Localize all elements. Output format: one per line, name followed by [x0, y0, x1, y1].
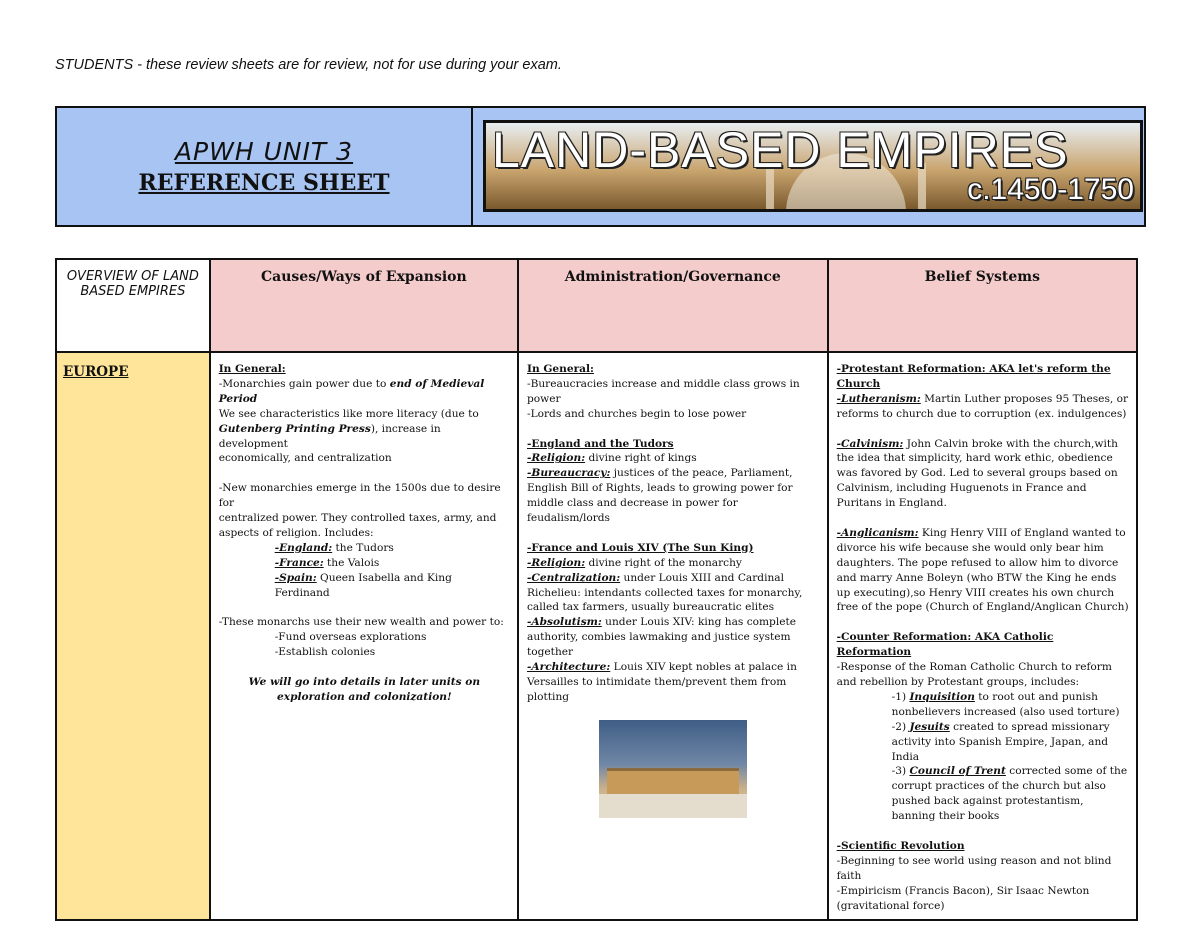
header-title-block	[57, 108, 473, 225]
belief-list-item	[837, 764, 1129, 824]
admin-line	[527, 615, 820, 660]
causes-cell	[210, 352, 518, 920]
belief-line	[837, 526, 1129, 615]
admin-line	[527, 466, 820, 526]
causes-line: -New monarchies emerge in the 1500s due to desire for	[218, 482, 501, 510]
admin-general-heading: In General:	[527, 363, 594, 375]
emphasis: -Absolutism:	[527, 616, 602, 629]
text-run: divine right of the monarchy	[585, 556, 742, 569]
causes-list-item	[219, 571, 510, 601]
emphasis: Gutenberg Printing Press	[218, 422, 371, 435]
emphasis: -Bureaucracy:	[527, 467, 611, 480]
versailles-palace-photo	[599, 720, 747, 818]
emphasis: -Religion:	[527, 452, 586, 465]
belief-line: -Beginning to see world using reason and not blind faith	[836, 854, 1112, 882]
text-run: corrected some of the corrupt practices of the church but also pushed back against protestantism, banning their books	[891, 765, 1128, 823]
admin-line: -Lords and churches begin to lose power	[527, 407, 747, 420]
row-label-europe: EUROPE	[56, 352, 210, 920]
emphasis: Inquisition	[909, 690, 975, 703]
text-run: Queen Isabella and King Ferdinand	[274, 571, 452, 599]
reference-sheet-title: REFERENCE SHEET	[138, 170, 390, 196]
text-run: -3)	[891, 765, 910, 778]
text-run: the Tudors	[332, 541, 394, 554]
causes-line: economically, and centralization	[218, 452, 392, 465]
text-run: divine right of kings	[585, 452, 697, 465]
overview-label: OVERVIEW OF LAND BASED EMPIRES	[56, 259, 210, 352]
protestant-reformation-heading: -Protestant Reformation: AKA let's reform the Church	[836, 363, 1111, 390]
student-notice: STUDENTS - these review sheets are for review, not for use during your exam.	[55, 57, 562, 73]
emphasis: end of Medieval Period	[218, 377, 485, 405]
emphasis: -Anglicanism:	[836, 526, 919, 539]
emphasis: -Spain:	[274, 571, 317, 584]
text-run: Louis XIV kept nobles at palace in Versailles to intimidate them/prevent them from plotting	[527, 661, 797, 703]
causes-general-heading: In General:	[218, 363, 286, 375]
causes-line	[219, 422, 510, 452]
emphasis: -Architecture:	[527, 661, 611, 674]
admin-line	[527, 556, 820, 571]
admin-england-heading: -England and the Tudors	[527, 437, 674, 450]
administration-cell	[518, 352, 828, 920]
text-run: to root out and punish nonbelievers increased (also used torture)	[891, 690, 1120, 718]
text-run: the Valois	[323, 556, 380, 569]
text-run: Martin Luther proposes 95 Theses, or reforms to church due to corruption (ex. indulgences)	[836, 392, 1129, 420]
scientific-revolution-heading: -Scientific Revolution	[836, 839, 965, 852]
overview-table	[55, 258, 1138, 921]
causes-line	[219, 377, 510, 407]
belief-list-item	[837, 690, 1129, 720]
emphasis: -Calvinism:	[836, 437, 904, 450]
text-run: -1)	[891, 690, 910, 703]
column-header-belief-systems: Belief Systems	[828, 259, 1137, 352]
belief-list-item	[837, 720, 1129, 765]
banner-date: c.1450-1750	[967, 173, 1134, 206]
text-run: created to spread missionary activity into Spanish Empire, Japan, and India	[891, 720, 1110, 763]
admin-line	[527, 571, 820, 616]
causes-list-item: -Establish colonies	[274, 646, 376, 659]
emphasis: -Lutheranism:	[836, 392, 921, 405]
causes-list-item	[219, 556, 510, 571]
exploration-note: We will go into details in later units on exploration and colonization!	[248, 675, 481, 703]
belief-systems-cell	[828, 352, 1137, 920]
belief-line: -Response of the Roman Catholic Church to reform and rebellion by Protestant groups, includes:	[836, 661, 1112, 688]
admin-line	[527, 660, 820, 705]
text-run: -2)	[891, 720, 910, 733]
causes-line: centralized power. They controlled taxes, army, and	[218, 512, 497, 525]
emphasis: -Centralization:	[527, 571, 621, 584]
column-header-causes: Causes/Ways of Expansion	[210, 259, 518, 352]
banner-title: LAND-BASED EMPIRES	[492, 122, 1069, 178]
courtyard-graphic	[599, 794, 747, 818]
causes-line: We see characteristics like more literacy (due to	[218, 407, 479, 420]
text-run: John Calvin broke with the church,with the idea that simplicity, hard work ethic, obedience was favored by God. Led to several groups based on Calvinism, including Huguenots in France and Puritans in England.	[836, 437, 1118, 510]
column-header-administration: Administration/Governance	[518, 259, 828, 352]
causes-list-item: -Fund overseas explorations	[274, 631, 427, 644]
admin-line	[527, 451, 820, 466]
header-banner-area	[473, 108, 1144, 225]
admin-france-heading: -France and Louis XIV (The Sun King)	[527, 541, 754, 554]
text-run: -Monarchies gain power due to	[218, 377, 390, 390]
counter-reformation-heading: -Counter Reformation: AKA Catholic Reformation	[836, 631, 1054, 659]
table-row-europe	[56, 352, 1137, 920]
admin-line: -Bureaucracies increase and middle class grows in power	[527, 377, 800, 405]
causes-line: -These monarchs use their new wealth and power to:	[218, 616, 504, 629]
palace-graphic	[607, 768, 739, 797]
text-run: King Henry VIII of England wanted to divorce his wife because she would only bear him daughters. The pope refused to allow him to divorce and marry Anne Boleyn (who BTW the King he ends up executing),so Henry VIII creates his own church free of the pope (Church of England/Anglican Church)	[836, 526, 1129, 614]
emphasis: -England:	[274, 541, 333, 554]
table-header-row	[56, 259, 1137, 352]
text-run: under Louis XIII and Cardinal Richelieu: intendants collected taxes for monarchy, called tax farmers, usually bureaucratic elites	[527, 571, 803, 614]
text-run: ), increase in development	[218, 422, 441, 450]
belief-line: -Empiricism (Francis Bacon), Sir Isaac Newton (gravitational force)	[836, 884, 1090, 912]
unit-title: APWH UNIT 3	[174, 137, 354, 166]
land-based-empires-banner	[483, 120, 1143, 212]
causes-list-item	[219, 541, 510, 556]
emphasis: -France:	[274, 556, 324, 569]
emphasis: -Religion:	[527, 556, 586, 569]
emphasis: Council of Trent	[909, 765, 1006, 778]
text-run: under Louis XIV: king has complete authority, combies lawmaking and justice system together	[527, 616, 797, 659]
belief-line	[837, 437, 1129, 512]
emphasis: Jesuits	[909, 720, 950, 733]
header-box	[55, 106, 1146, 227]
text-run: justices of the peace, Parliament, English Bill of Rights, leads to growing power for middle class and decrease in power for feudalism/lords	[527, 467, 793, 525]
causes-line: aspects of religion. Includes:	[218, 526, 374, 539]
belief-line	[837, 392, 1129, 422]
